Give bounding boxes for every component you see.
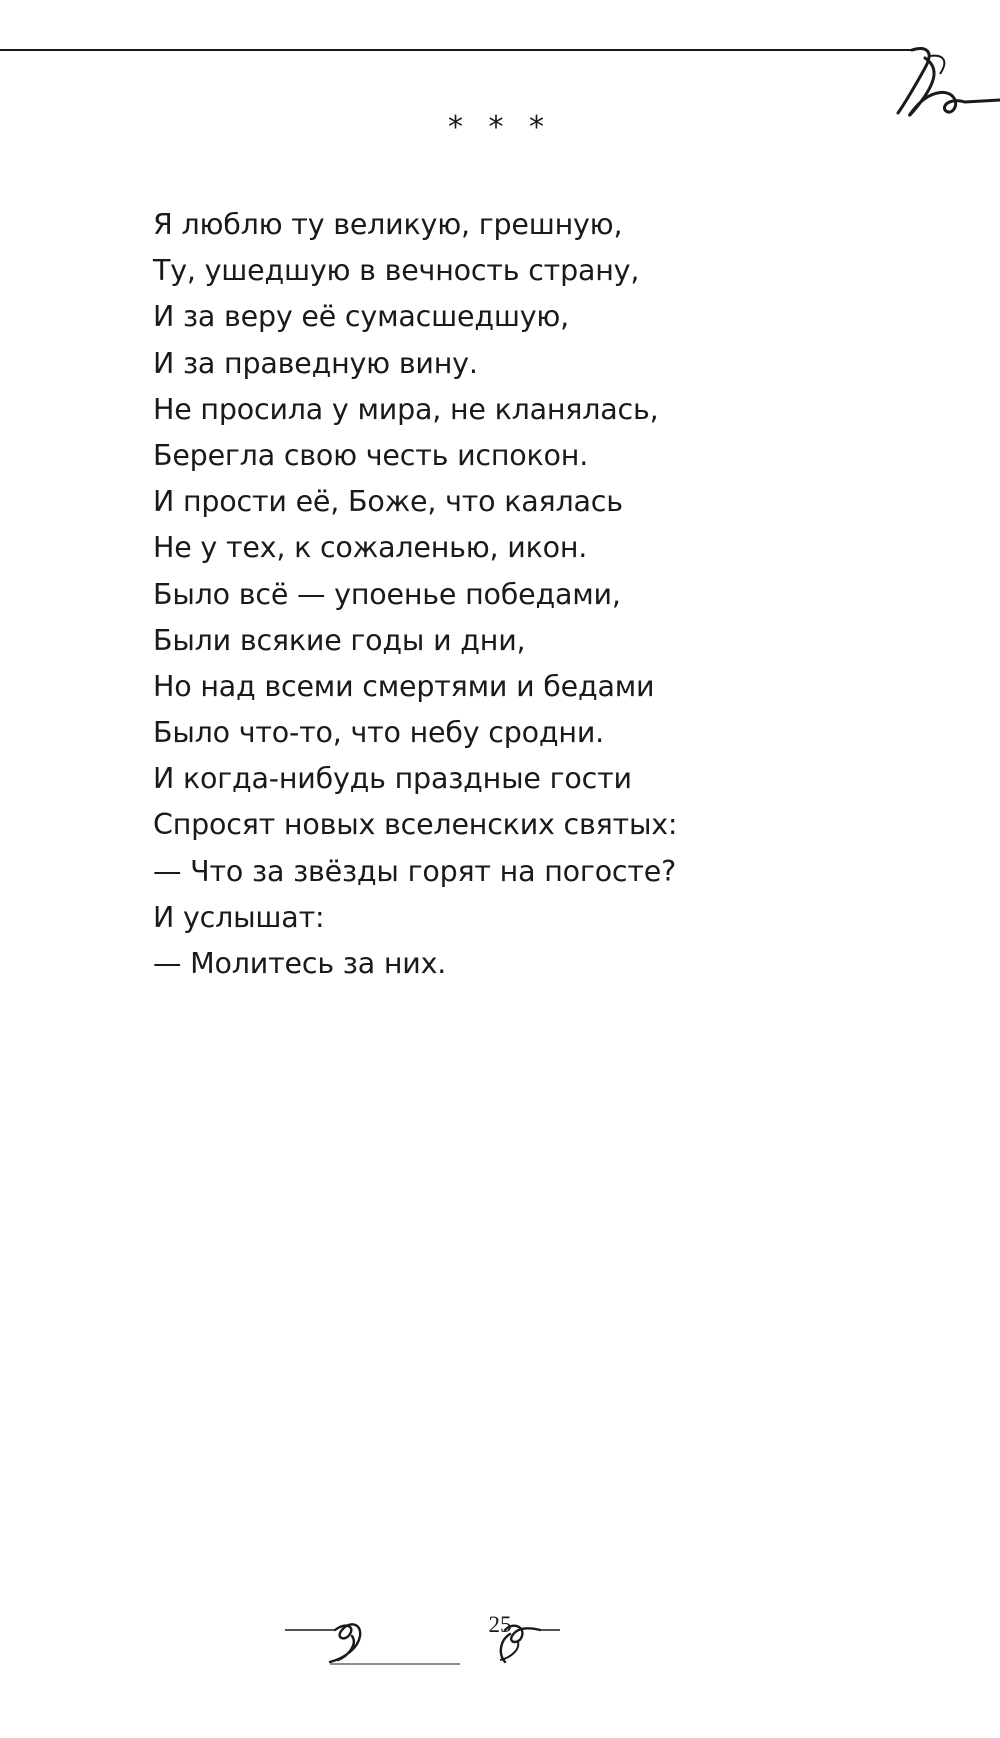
poem-line: Было что-то, что небу сродни.: [153, 716, 605, 750]
poem-line: Было всё — упоенье победами,: [153, 577, 621, 611]
poem-line: И прости её, Боже, что каялась: [153, 485, 623, 519]
poem-line: И за веру её сумасшедшую,: [153, 300, 570, 334]
poem-line: И за праведную вину.: [153, 346, 478, 380]
poem-line: И когда-нибудь праздные гости: [153, 762, 632, 796]
poem-line: Берегла свою честь испокон.: [153, 438, 589, 472]
poem-text: [153, 202, 677, 987]
poem-line: Но над всеми смертями и бедами: [153, 669, 655, 703]
section-separator: * * *: [447, 110, 553, 145]
poem-line: Не у тех, к сожаленью, икон.: [153, 531, 588, 565]
poem-line: Не просила у мира, не кланялась,: [153, 392, 659, 426]
poem-line: — Молитесь за них.: [153, 947, 447, 980]
poem-line: Были всякие годы и дни,: [153, 623, 526, 657]
page-number: 25: [488, 1612, 512, 1637]
poem-line: Спросят новых вселенских святых:: [153, 808, 678, 842]
poem-line: Ту, ушедшую в вечность страну,: [153, 254, 640, 288]
poem-line: И услышат:: [153, 900, 325, 934]
poem-line: — Что за звёзды горят на погосте?: [153, 854, 677, 888]
poem-line: Я люблю ту великую, грешную,: [153, 208, 623, 241]
